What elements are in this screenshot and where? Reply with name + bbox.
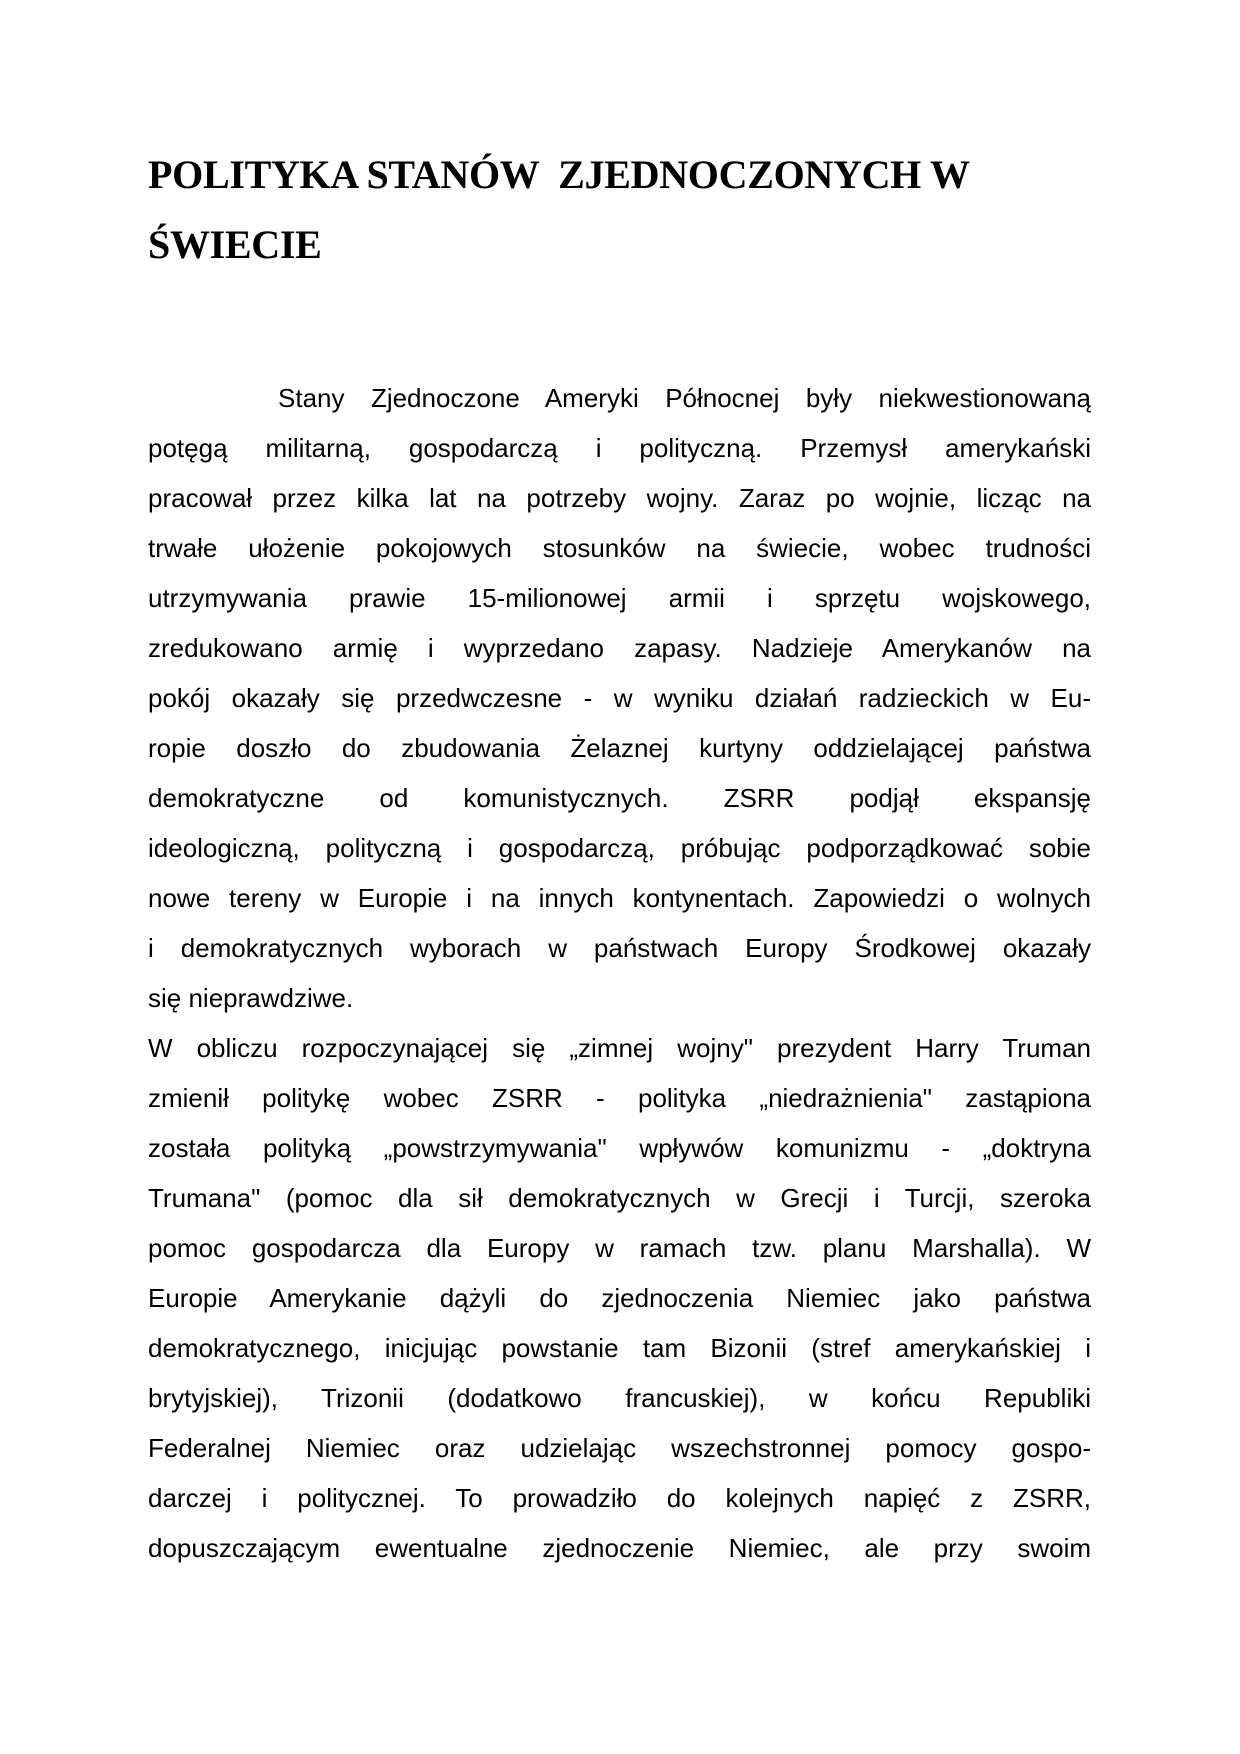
text-line: dopuszczającym ewentualne zjednoczenie Niemiec, ale przy swoim [148, 1533, 1091, 1563]
text-line: i demokratycznych wyborach w państwach Europy Środkowej okazały [148, 933, 1091, 963]
text-line: pokój okazały się przedwczesne - w wyniku działań radzieckich w Eu- [148, 683, 1091, 713]
text-line: brytyjskiej), Trizonii (dodatkowo francuskiej), w końcu Republiki [148, 1383, 1091, 1413]
text-line: ropie doszło do zbudowania Żelaznej kurtyny oddzielającej państwa [148, 733, 1091, 763]
paragraph [148, 373, 1091, 1023]
text-line: potęgą militarną, gospodarczą i polityczną. Przemysł amerykański [148, 433, 1091, 463]
title-line: ŚWIECIE [148, 222, 322, 267]
text-line: W obliczu rozpoczynającej się „zimnej wojny" prezydent Harry Truman [148, 1033, 1091, 1063]
text-line: Federalnej Niemiec oraz udzielając wszechstronnej pomocy gospo- [148, 1433, 1091, 1463]
text-line: nowe tereny w Europie i na innych kontynentach. Zapowiedzi o wolnych [148, 883, 1091, 913]
text-line: demokratycznego, inicjując powstanie tam Bizonii (stref amerykańskiej i [148, 1333, 1091, 1363]
text-line: zredukowano armię i wyprzedano zapasy. Nadzieje Amerykanów na [148, 633, 1091, 663]
paragraph [148, 1023, 1091, 1573]
text-line: Stany Zjednoczone Ameryki Północnej były niekwestionowaną [278, 383, 1091, 413]
text-line: Europie Amerykanie dążyli do zjednoczenia Niemiec jako państwa [148, 1283, 1091, 1313]
document-title [148, 140, 1108, 280]
text-line: zmienił politykę wobec ZSRR - polityka „niedrażnienia" zastąpiona [148, 1083, 1091, 1113]
text-line: darczej i politycznej. To prowadziło do kolejnych napięć z ZSRR, [148, 1483, 1091, 1513]
text-line: pracował przez kilka lat na potrzeby wojny. Zaraz po wojnie, licząc na [148, 483, 1091, 513]
text-line: utrzymywania prawie 15-milionowej armii i sprzętu wojskowego, [148, 583, 1091, 613]
text-line: ideologiczną, polityczną i gospodarczą, próbując podporządkować sobie [148, 833, 1091, 863]
text-line: została polityką „powstrzymywania" wpływów komunizmu - „doktryna [148, 1133, 1091, 1163]
document-body [148, 373, 1091, 1573]
text-line: demokratyczne od komunistycznych. ZSRR podjął ekspansję [148, 783, 1091, 813]
text-line: się nieprawdziwe. [148, 983, 354, 1013]
text-line: trwałe ułożenie pokojowych stosunków na świecie, wobec trudności [148, 533, 1091, 563]
text-line: pomoc gospodarcza dla Europy w ramach tzw. planu Marshalla). W [148, 1233, 1091, 1263]
text-line: Trumana" (pomoc dla sił demokratycznych w Grecji i Turcji, szeroka [148, 1183, 1091, 1213]
title-line: POLITYKA STANÓW ZJEDNOCZONYCH W [148, 152, 970, 197]
